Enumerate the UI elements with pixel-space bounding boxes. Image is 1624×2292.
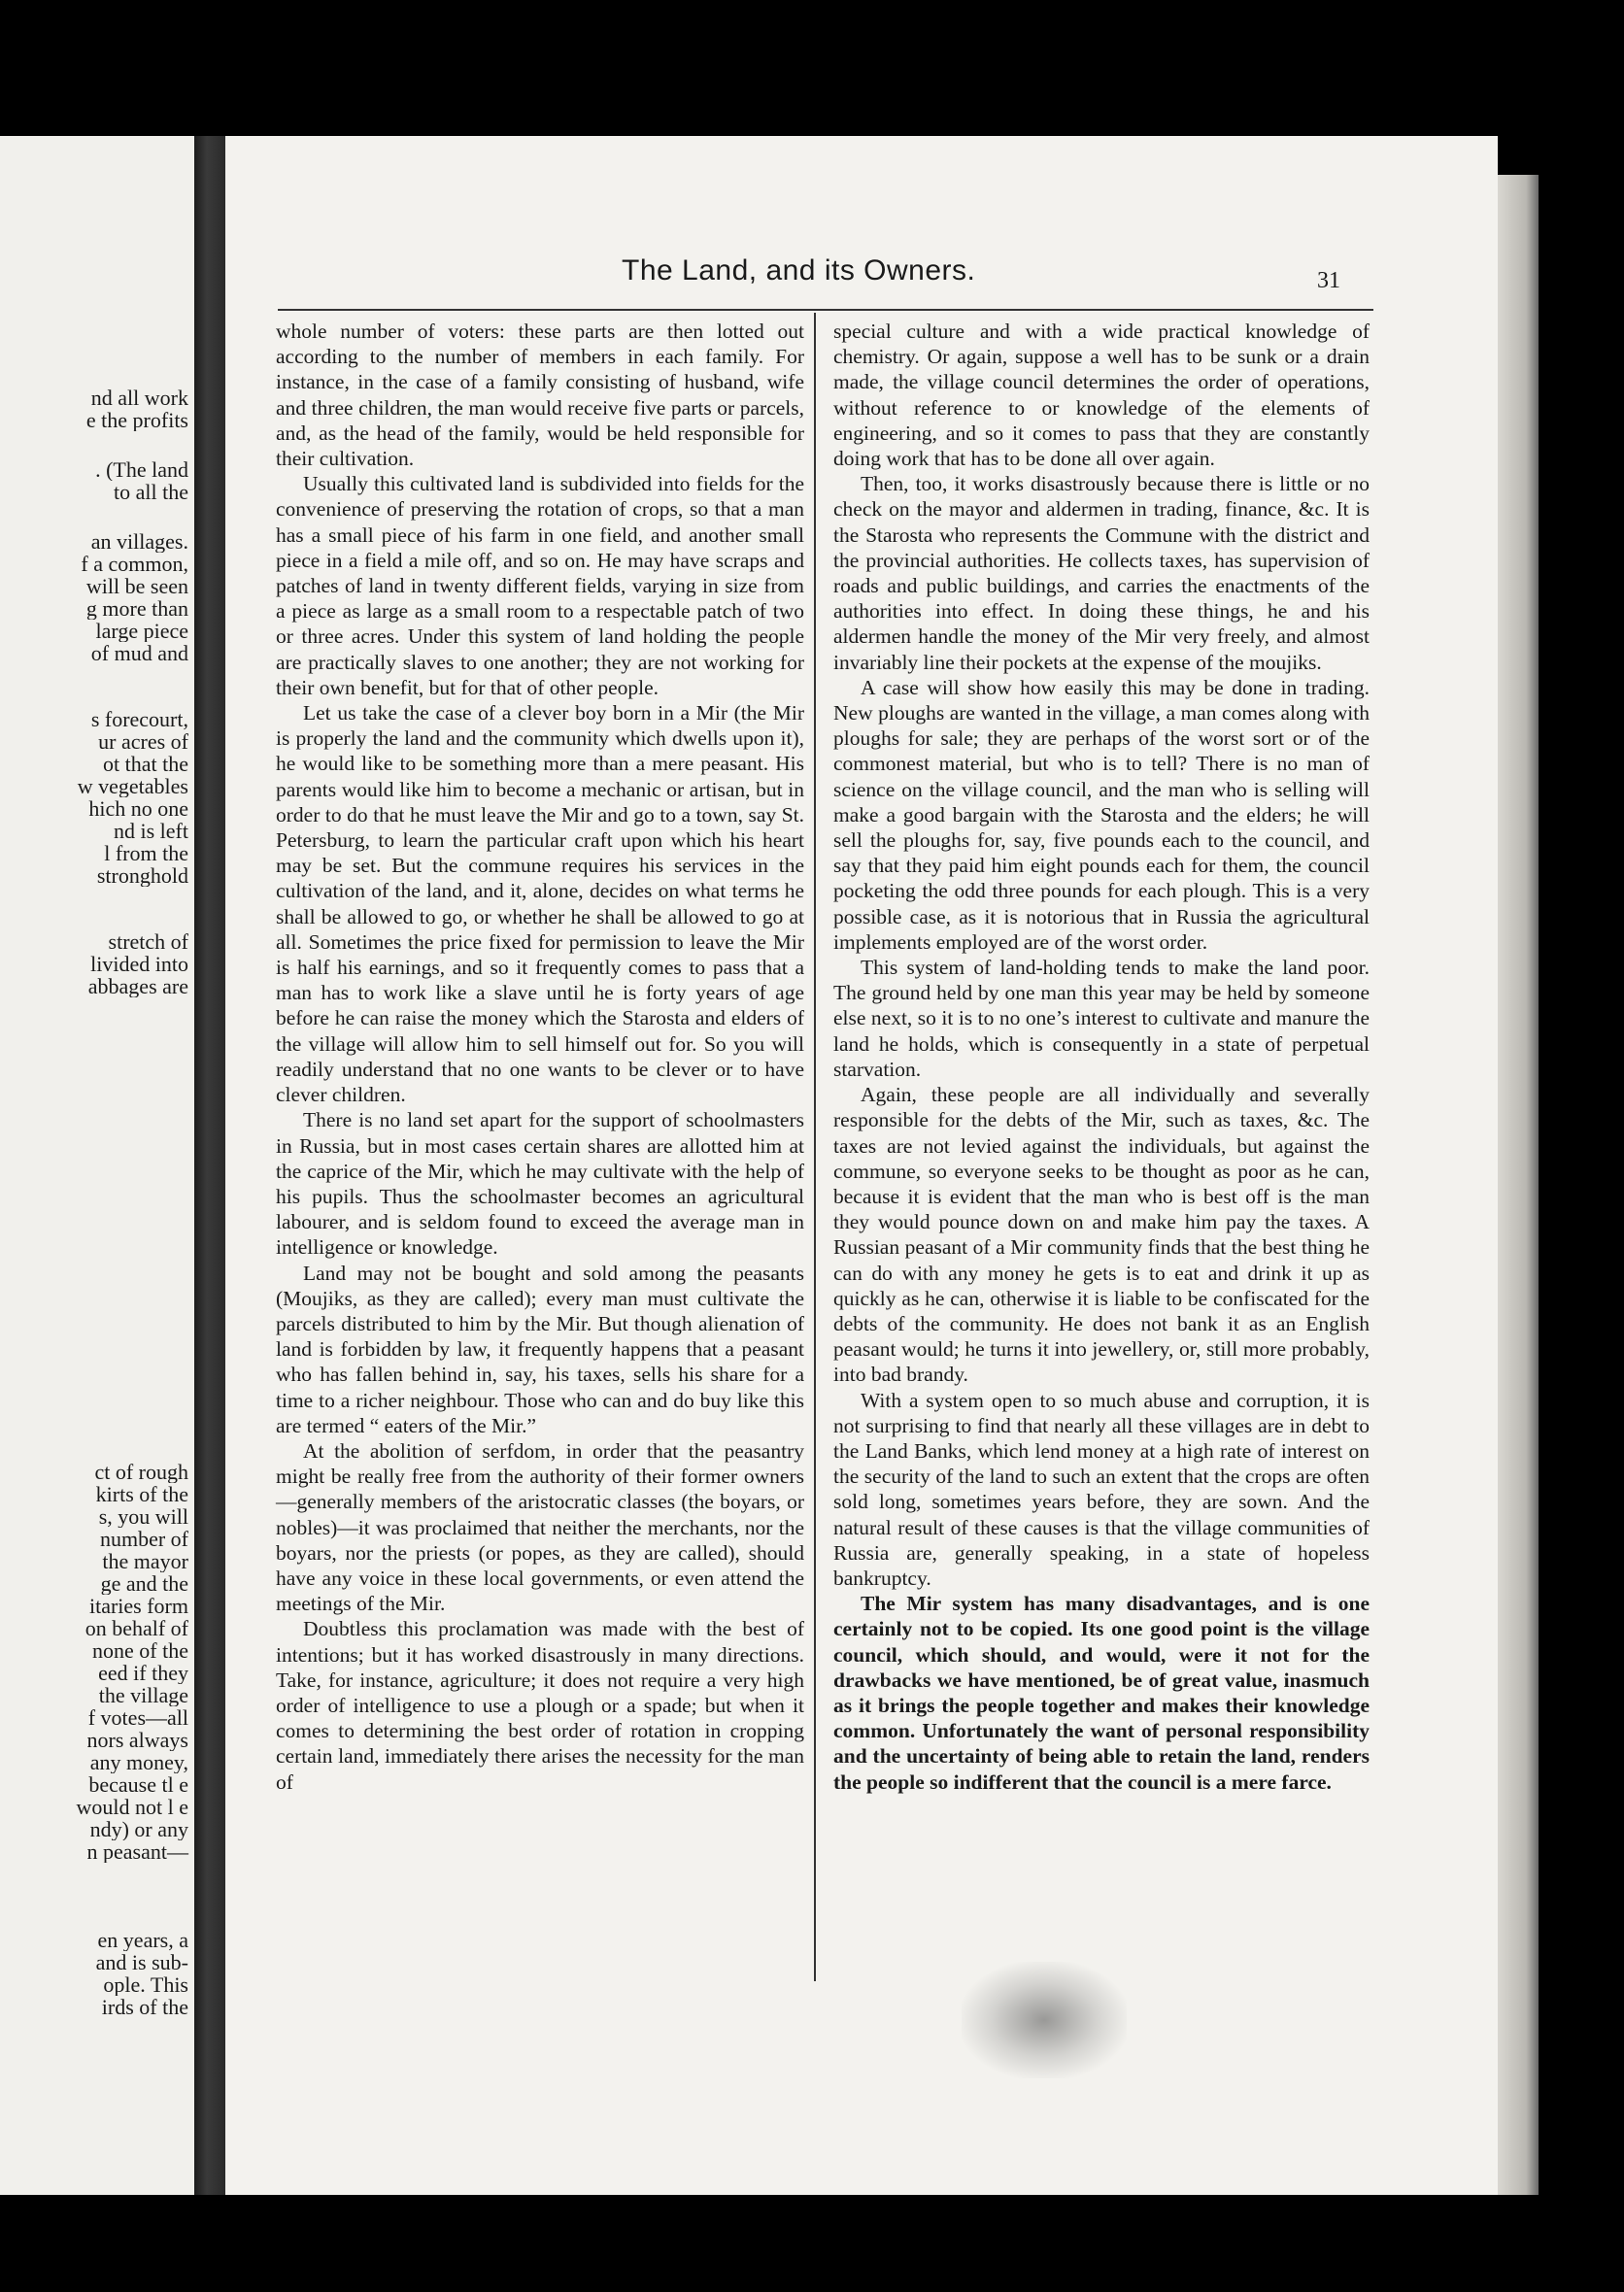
facing-page-line: nd is left — [114, 820, 188, 843]
facing-page-line: of mud and — [90, 642, 188, 665]
facing-page-line: f votes—all — [87, 1706, 188, 1730]
paragraph: Let us take the case of a clever boy born in a Mir (the Mir is properly the land and the community which dwells upon it), he would like to be something more than a mere peasant. His parents would like him to become a mechanic or artisan, but in order to do that he must leave the Mir and go to a town, say St. Petersburg, to learn the particular craft upon which his heart may be set. But the commune requires his services in the cultivation of the land, and it, alone, decides on what terms he shall be allowed to go, or whether he shall be allowed to go at all. Sometimes the price fixed for permission to leave the Mir is half his earnings, and so it frequently comes to pass that a man has to work like a slave until he is forty years of age before he can raise the money which the Starosta and elders of the village will allow him to sell himself out for. So you will readily understand that no one wants to be clever or to have clever children. — [276, 701, 804, 1107]
running-header: The Land, and its Owners. — [622, 254, 976, 286]
facing-page-line: stronghold — [96, 864, 188, 888]
facing-page-line: s, you will — [98, 1505, 188, 1529]
facing-page-line: nd all work — [90, 387, 188, 410]
page-number: 31 — [1317, 268, 1340, 293]
facing-page-line: e the profits — [85, 409, 188, 432]
facing-page-line: f a common, — [81, 553, 188, 576]
facing-page-line: livided into — [90, 953, 188, 976]
facing-page-line: irds of the — [101, 1996, 188, 2019]
facing-page-line: en years, a — [97, 1929, 188, 1952]
text-column-right — [833, 319, 1370, 1795]
header-rule — [278, 309, 1373, 311]
facing-page-line: ct of rough — [94, 1461, 188, 1484]
facing-page-line: because tl e — [88, 1773, 188, 1797]
facing-page-line: ndy) or any — [89, 1818, 188, 1841]
facing-page-line: will be seen — [85, 575, 188, 598]
facing-page-line: and is sub- — [95, 1951, 188, 1974]
paragraph: Then, too, it works disastrously because there is little or no check on the mayor and aldermen in trading, finance, &c. It is the Starosta who represents the Commune with the district and the provincial authorities. He collects taxes, has supervision of roads and public buildings, and carries the enactments of the authorities into effect. In doing these things, he and his aldermen handle the money of the Mir very freely, and almost invariably line their pockets at the expense of the moujiks. — [833, 472, 1370, 674]
paragraph: Again, these people are all individually and severally responsible for the debts of the Mir, such as taxes, &c. The taxes are not levied against the individuals, but against the commune, so everyone seeks to be thought as poor as he can, because it is evident that the man who is best off is the man they would pounce down on and make him pay the taxes. A Russian peasant of a Mir community finds that the best thing he can do with any money he gets is to eat and drink it up as quickly as he can, otherwise it is liable to be confiscated for the debts of the community. He does not bank it as an English peasant would; he turns it into jewellery, or, still more probably, into bad brandy. — [833, 1083, 1370, 1387]
facing-page-line: the mayor — [102, 1550, 188, 1573]
facing-page-line: nors always — [86, 1729, 188, 1752]
facing-page-line: would not l e — [76, 1796, 188, 1819]
facing-page-line: itaries form — [88, 1595, 188, 1618]
facing-page-line: w vegetables — [77, 775, 188, 798]
paragraph: whole number of voters: these parts are then lotted out according to the number of members in each family. For instance, in the case of a family consisting of husband, wife and three children, the man would receive five parts or parcels, and, as the head of the family, would be held responsible for their cultivation. — [276, 320, 804, 471]
facing-page-line: abbages are — [87, 975, 188, 998]
page-edge — [1498, 175, 1539, 2195]
column-divider — [814, 313, 816, 1981]
paragraph: With a system open to so much abuse and corruption, it is not surprising to find that nearly all these villages are in debt to the Land Banks, which lend money at a high rate of interest on the security of the land to such an extent that the crops are often sold long, sometimes years before, they are sown. And the natural result of these causes is that the village communities of Russia are, generally speaking, in a state of hopeless bankruptcy. — [833, 1388, 1370, 1590]
facing-page-line: to all the — [114, 481, 188, 504]
facing-page-line: ot that the — [103, 753, 188, 776]
facing-page-line: kirts of the — [95, 1483, 188, 1506]
facing-page-line: the village — [98, 1684, 188, 1707]
facing-page-line: ge and the — [100, 1572, 188, 1596]
facing-page-line: stretch of — [108, 930, 188, 954]
paragraph: There is no land set apart for the support of schoolmasters in Russia, but in most cases certain shares are allotted him at the caprice of the Mir, which he may cultivate with the help of his pupils. Thus the schoolmaster becomes an agricultural labourer, and is seldom found to exceed the average man in intelligence or knowledge. — [276, 1108, 804, 1260]
book-gutter — [194, 136, 225, 2195]
paragraph: At the abolition of serfdom, in order that the peasantry might be really free from the authority of their former owners—generally members of the aristocratic classes (the boyars, or nobles)—it was proclaimed that neither the merchants, nor the boyars, nor the priests (or popes, as they are called), should have any voice in these local governments, or even attend the meetings of the Mir. — [276, 1438, 804, 1616]
facing-page-line: ople. This — [103, 1973, 188, 1997]
facing-page-line: . (The land — [95, 458, 188, 482]
facing-page-line: g more than — [85, 597, 188, 621]
facing-page-line: none of the — [92, 1639, 188, 1663]
facing-page-line: an villages. — [90, 530, 188, 554]
facing-page-line: eed if they — [98, 1662, 188, 1685]
facing-page-line: l from the — [104, 842, 188, 865]
facing-page-line: hich no one — [88, 797, 188, 821]
facing-page-line: s forecourt, — [90, 708, 188, 731]
paragraph: A case will show how easily this may be done in trading. New ploughs are wanted in the village, a man comes along with ploughs for sale; they are perhaps of the worst sort or of the commonest material, but who is to tell? There is no man of science on the village council, and the man who is selling will make a good bargain with the Starosta and the elders; he will sell the ploughs for, say, five pounds each to the council, and say that they paid him eight pounds each for them, the council pocketing the odd three pounds for each plough. This is a very possible case, as it is notorious that in Russia the agricultural implements employed are of the worst order. — [833, 675, 1370, 954]
facing-page-line: on behalf of — [85, 1617, 188, 1640]
paragraph: Usually this cultivated land is subdivided into fields for the convenience of preserving the rotation of crops, so that a man has a small piece of his farm in one field, and another small piece in a field a mile off, and so on. He may have scraps and patches of land in twenty different fields, varying in size from a piece as large as a small room to a respectable patch of two or three acres. Under this system of land holding the people are practically slaves to one another; they are not working for their own benefit, but for that of other people. — [276, 472, 804, 699]
paragraph: Land may not be bought and sold among the peasants (Moujiks, as they are called); every man must cultivate the parcels distributed to him by the Mir. But though alienation of land is forbidden by law, it frequently happens that a peasant who has fallen behind in, say, his taxes, sells his share for a time to a richer neighbour. Those who can and do buy like this are termed “ eaters of the Mir.” — [276, 1261, 804, 1437]
paragraph: This system of land-holding tends to make the land poor. The ground held by one man this year may be held by someone else next, so it is to no one’s interest to cultivate and manure the land he holds, which is consequently in a state of perpetual starvation. — [833, 956, 1370, 1081]
paragraph: special culture and with a wide practical knowledge of chemistry. Or again, suppose a well has to be sunk or a drain made, the village council determines the order of operations, without reference to or knowledge of the elements of engineering, and so it comes to pass that they are constantly doing work that has to be done all over again. — [833, 320, 1370, 471]
facing-page-line: any money, — [89, 1751, 188, 1774]
ink-smudge — [962, 1962, 1127, 2078]
facing-page-line: large piece — [95, 620, 188, 643]
paragraph: The Mir system has many disadvantages, and is one certainly not to be copied. Its one good point is the village council, which should, and would, were it not for the drawbacks we have mentioned, be of great value, inasmuch as it brings the people together and makes their knowledge common. Unfortunately the want of personal responsibility and the uncertainty of being able to retain the land, renders the people so indifferent that the council is a mere farce. — [833, 1592, 1370, 1794]
facing-page-fragment — [0, 136, 194, 2195]
paragraph: Doubtless this proclamation was made with the best of intentions; but it has worked disastrously in many directions. Take, for instance, agriculture; it does not require a very high order of intelligence to use a plough or a spade; but when it comes to determining the best order of rotation in cropping certain land, immediately there arises the necessity for the man of — [276, 1617, 804, 1794]
facing-page-line: n peasant— — [86, 1840, 188, 1864]
text-column-left — [276, 319, 804, 1795]
facing-page-line: ur acres of — [98, 730, 188, 754]
facing-page-line: number of — [99, 1528, 188, 1551]
